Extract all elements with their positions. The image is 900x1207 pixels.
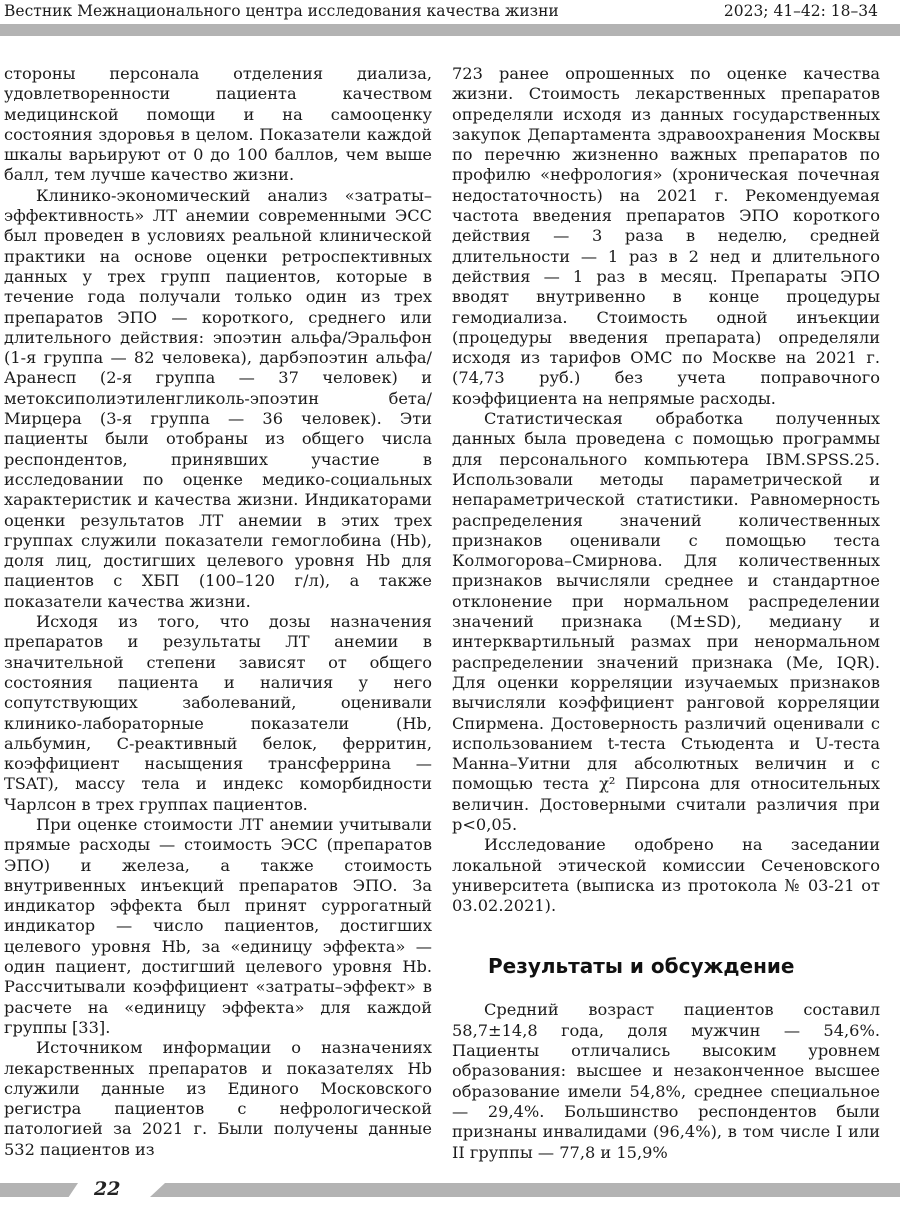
paragraph-ethics: Исследование одобрено на заседании локальной этической комиссии Сеченовского университета (выписка из протокола № 03-21 от 03.02.2021). (452, 835, 880, 916)
footer-rule-right (150, 1183, 900, 1197)
paragraph-scale-description: стороны персонала отделения диализа, удовлетворенности пациента качеством медицинской помощи и на самооценку состояния здоровья в целом. Показатели каждой шкалы варьируют от 0 до 100 баллов, чем выше балл, тем лучше качество жизни. (4, 64, 432, 185)
left-column (4, 64, 432, 1160)
paragraph-cost-estimation: При оценке стоимости ЛТ анемии учитывали прямые расходы — стоимость ЭСС (препаратов ЭПО) и железа, а также стоимость внутривенных инъекций препаратов ЭПО. За индикатор эффекта был принят суррогатный индикатор — число пациентов, достигших целевого уровня Hb, за «единицу эффекта» — один пациент, достигший целевого уровня Hb. Рассчитывали коэффициент «затраты–эффект» в расчете на «единицу эффекта» для каждой группы [33]. (4, 814, 432, 1037)
footer-rule-left (0, 1183, 78, 1197)
paragraph-data-source: Источником информации о назначениях лекарственных препаратов и показателях Hb служили данные из Единого Московского регистра пациентов с нефрологической патологией за 2021 г. Были получены данные 532 пациентов из (4, 1038, 432, 1159)
paragraph-patient-characteristics: Средний возраст пациентов составил 58,7±14,8 года, доля мужчин — 54,6%. Пациенты отличались высоким уровнем образования: высшее и незаконченное высшее образование имели 54,8%, среднее специальное — 29,4%. Большинство респондентов были признаны инвалидами (96,4%), в том числе I или II группы — 77,8 и 15,9% (452, 1000, 880, 1162)
journal-title: Вестник Межнационального центра исследования качества жизни (4, 2, 559, 20)
running-header (0, 0, 900, 24)
right-column (452, 64, 880, 1163)
header-rule (0, 24, 900, 36)
paragraph-statistics: Статистическая обработка полученных данных была проведена с помощью программы для персонального компьютера IBM.SPSS.25. Использовали методы параметрической и непараметрической статистики. Равномерность распределения значений количественных признаков оценивали с помощью теста Колмогорова–Смирнова. Для количественных признаков вычисляли среднее и стандартное отклонение при нормальном распределении значений признака (M±SD), медиану и интерквартильный размах при ненормальном распределении значений признака (Me, IQR). Для оценки корреляции изучаемых признаков вычисляли коэффициент ранговой корреляции Спирмена. Достоверность различий оценивали с использованием t-теста Стьюдента и U-теста Манна–Уитни для абсолютных величин и с помощью теста χ² Пирсона для относительных величин. Достоверными считали различия при p<0,05. (452, 409, 880, 834)
section-heading-results: Результаты и обсуждение (488, 954, 795, 979)
issue-reference: 2023; 41–42: 18–34 (723, 2, 878, 20)
paragraph-drug-cost: 723 ранее опрошенных по оценке качества жизни. Стоимость лекарственных препаратов определяли исходя из данных государственных закупок Департамента здравоохранения Москвы по перечню жизненно важных препаратов по профилю «нефрология» (хроническая почечная недостаточность) на 2021 г. Рекомендуемая частота введения препаратов ЭПО короткого действия — 3 раза в неделю, средней длительности — 1 раз в 2 нед и длительного действия — 1 раз в месяц. Препараты ЭПО вводят внутривенно в конце процедуры гемодиализа. Стоимость одной инъекции (процедуры введения препарата) определяли исходя из тарифов ОМС по Москве на 2021 г. (74,73 руб.) без учета поправочного коэффициента на непрямые расходы. (452, 64, 880, 408)
paragraph-cost-effectiveness-method: Клинико-экономический анализ «затраты–эффективность» ЛТ анемии современными ЭСС был проведен в условиях реальной клинической практики на основе оценки ретроспективных данных у трех групп пациентов, которые в течение года получали только один из трех препаратов ЭПО — короткого, среднего или длительного действия: эпоэтин альфа/Эральфон (1-я группа — 82 человека), дарбэпоэтин альфа/Аранесп (2-я группа — 37 человек) и метоксиполиэтиленгликоль-эпоэтин бета/Мирцера (3-я группа — 36 человек). Эти пациенты были отобраны из общего числа респондентов, принявших участие в исследовании по оценке медико-социальных характеристик и качества жизни. Индикаторами оценки результатов ЛТ анемии в этих трех группах служили показатели гемоглобина (Hb), доля лиц, достигших целевого уровня Hb для пациентов с ХБП (100–120 г/л), а также показатели качества жизни. (4, 185, 432, 611)
paragraph-clinical-indicators: Исходя из того, что дозы назначения препаратов и результаты ЛТ анемии в значительной степени зависят от общего состояния пациента и наличия у него сопутствующих заболеваний, оценивали клинико-лабораторные показатели (Hb, альбумин, C-реактивный белок, ферритин, коэффициент насыщения трансферрина — TSAT), массу тела и индекс коморбидности Чарлсон в трех группах пациентов. (4, 612, 432, 814)
page-number: 22 (94, 1178, 121, 1200)
